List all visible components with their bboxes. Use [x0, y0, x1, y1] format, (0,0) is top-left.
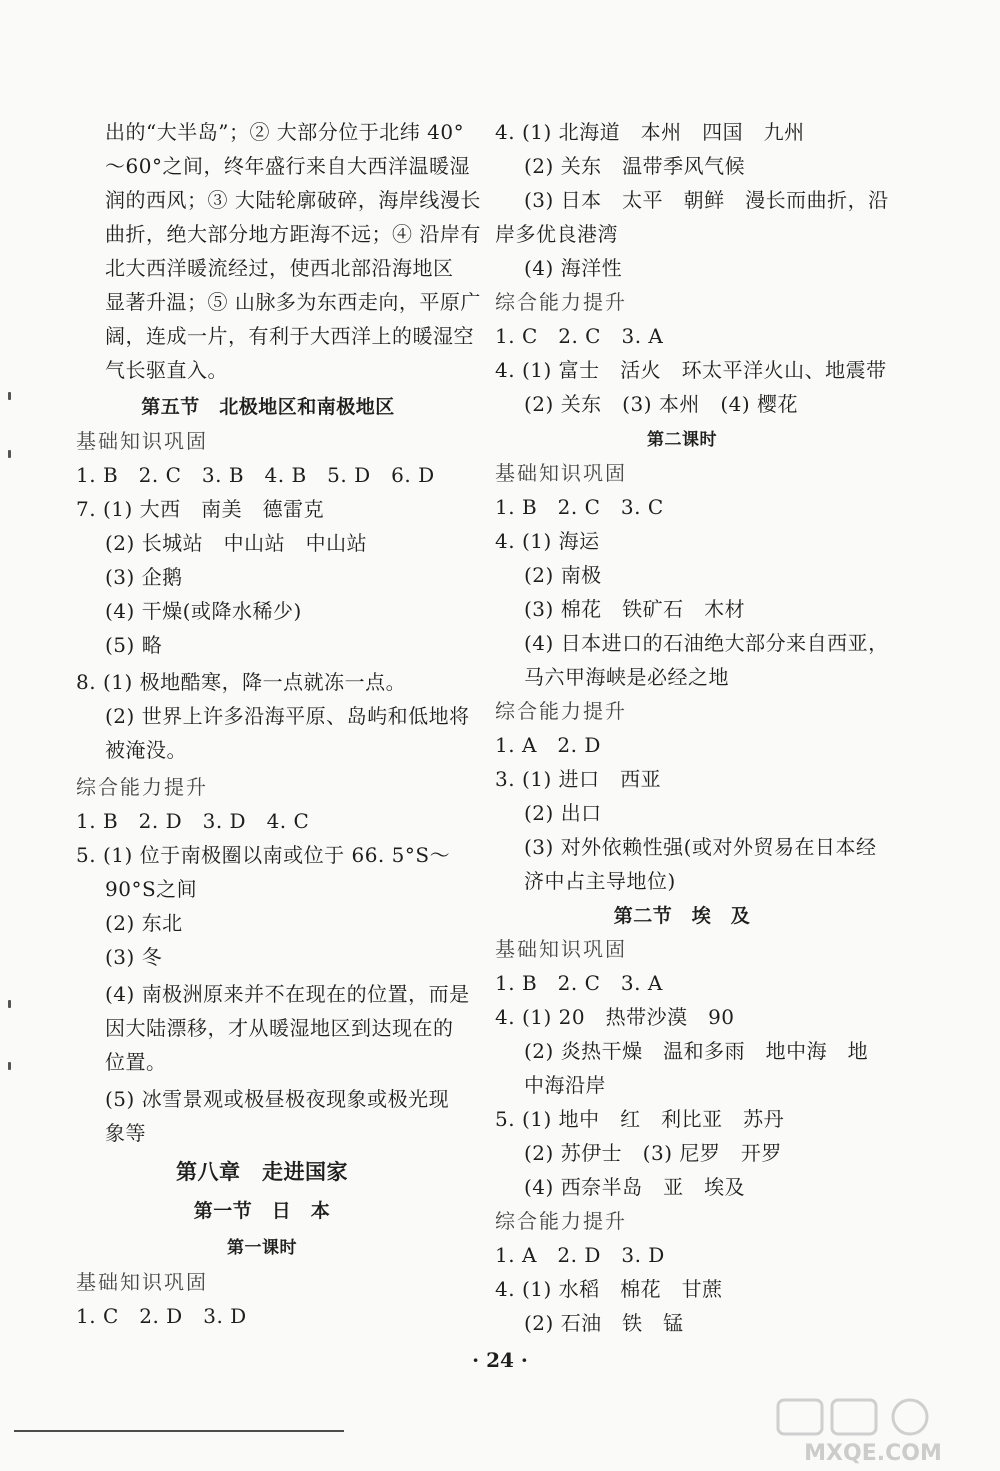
- answer-line: (2) 长城站 中山站 中山站: [105, 531, 368, 555]
- answer-line: (3) 对外依赖性强(或对外贸易在日本经: [524, 835, 877, 859]
- text-line: 出的“大半岛”；② 大部分位于北纬 40°: [105, 120, 465, 144]
- answer-line: 位置。: [105, 1050, 167, 1074]
- answer-line: (3) 日本 太平 朝鲜 漫长而曲折，沿: [524, 188, 889, 212]
- chapter-heading: 第八章 走进国家: [176, 1159, 348, 1184]
- section-heading: 第二节 埃 及: [613, 905, 751, 927]
- answer-line: 4. (1) 北海道 本州 四国 九州: [495, 120, 805, 144]
- answer-line: (2) 关东 温带季风气候: [524, 154, 746, 178]
- answer-line: 4. (1) 富士 活火 环太平洋火山、地震带: [495, 358, 887, 382]
- answer-line: 因大陆漂移，才从暖湿地区到达现在的: [105, 1016, 454, 1040]
- text-line: 阔，连成一片，有利于大西洋上的暖湿空: [105, 324, 474, 348]
- answer-line: 马六甲海峡是必经之地: [524, 665, 729, 689]
- answer-line: (4) 西奈半岛 亚 埃及: [524, 1175, 746, 1199]
- answer-line: (2) 南极: [524, 563, 602, 587]
- scan-mark: [8, 1000, 11, 1008]
- scan-mark: [8, 450, 11, 458]
- subsection-label: 基础知识巩固: [76, 429, 208, 453]
- footer-rule: [14, 1430, 344, 1432]
- text-line: 润的西风；③ 大陆轮廓破碎，海岸线漫长: [105, 188, 481, 212]
- answer-line: 1. B 2. D 3. D 4. C: [76, 809, 310, 833]
- subsection-label: 基础知识巩固: [76, 1270, 208, 1294]
- answer-line: (5) 冰雪景观或极昼极夜现象或极光现: [105, 1087, 450, 1111]
- answer-line: (2) 东北: [105, 911, 183, 935]
- answer-line: 1. C 2. C 3. A: [495, 324, 664, 348]
- answer-line: 3. (1) 进口 西亚: [495, 767, 662, 791]
- text-line: 曲折，绝大部分地方距海不远；④ 沿岸有: [105, 222, 481, 246]
- answer-line: (4) 日本进口的石油绝大部分来自西亚，: [524, 631, 889, 655]
- text-line: ～60°之间，终年盛行来自大西洋温暖湿: [105, 154, 470, 178]
- text-line: 气长驱直入。: [105, 358, 228, 382]
- lesson-heading: 第二课时: [647, 430, 717, 450]
- answer-line: 90°S之间: [105, 877, 198, 901]
- answer-line: 1. B 2. C 3. C: [495, 495, 664, 519]
- answer-line: 济中占主导地位): [524, 869, 676, 893]
- answer-line: 4. (1) 20 热带沙漠 90: [495, 1005, 735, 1029]
- answer-line: (4) 南极洲原来并不在现在的位置，而是: [105, 982, 470, 1006]
- subsection-label: 基础知识巩固: [495, 461, 627, 485]
- answer-line: (4) 干燥(或降水稀少): [105, 599, 302, 623]
- answer-line: (2) 世界上许多沿海平原、岛屿和低地将: [105, 704, 470, 728]
- answer-line: 1. C 2. D 3. D: [76, 1304, 247, 1328]
- subsection-label: 综合能力提升: [495, 1209, 627, 1233]
- answer-line: 5. (1) 位于南极圈以南或位于 66. 5°S～: [76, 843, 451, 867]
- section-heading: 第五节 北极地区和南极地区: [141, 396, 395, 418]
- answer-line: (3) 冬: [105, 945, 163, 969]
- answer-line: 1. B 2. C 3. B 4. B 5. D 6. D: [76, 463, 435, 487]
- subsection-label: 基础知识巩固: [495, 937, 627, 961]
- answer-line: 4. (1) 海运: [495, 529, 600, 553]
- subsection-label: 综合能力提升: [76, 775, 208, 799]
- answer-line: 5. (1) 地中 红 利比亚 苏丹: [495, 1107, 785, 1131]
- answer-line: (5) 略: [105, 633, 163, 657]
- section-heading: 第一节 日 本: [193, 1200, 331, 1222]
- answer-line: 岸多优良港湾: [495, 222, 618, 246]
- subsection-label: 综合能力提升: [495, 699, 627, 723]
- answer-line: 4. (1) 水稻 棉花 甘蔗: [495, 1277, 723, 1301]
- scan-mark: [8, 392, 11, 400]
- text-line: 显著升温；⑤ 山脉多为东西走向，平原广: [105, 290, 481, 314]
- answer-line: (4) 海洋性: [524, 256, 623, 280]
- answer-line: 被淹没。: [105, 738, 187, 762]
- answer-line: (2) 炎热干燥 温和多雨 地中海 地: [524, 1039, 869, 1063]
- answer-line: (3) 企鹅: [105, 565, 183, 589]
- answer-line: 1. B 2. C 3. A: [495, 971, 663, 995]
- scan-mark: [8, 1062, 11, 1070]
- answer-line: (2) 关东 (3) 本州 (4) 樱花: [524, 392, 799, 416]
- lesson-heading: 第一课时: [227, 1238, 297, 1258]
- watermark-text: MXQE.COM: [804, 1441, 942, 1466]
- page-number: · 24 ·: [472, 1348, 528, 1372]
- watermark-logo: [758, 1398, 988, 1466]
- answer-line: (2) 石油 铁 锰: [524, 1311, 684, 1335]
- answer-line: 象等: [105, 1121, 146, 1145]
- answer-line: 1. A 2. D 3. D: [495, 1243, 665, 1267]
- answer-line: (3) 棉花 铁矿石 木材: [524, 597, 746, 621]
- answer-line: 8. (1) 极地酷寒，降一点就冻一点。: [76, 670, 407, 694]
- subsection-label: 综合能力提升: [495, 290, 627, 314]
- answer-line: 1. A 2. D: [495, 733, 601, 757]
- answer-line: (2) 苏伊士 (3) 尼罗 开罗: [524, 1141, 782, 1165]
- answer-line: 中海沿岸: [524, 1073, 606, 1097]
- text-line: 北大西洋暖流经过，使西北部沿海地区: [105, 256, 454, 280]
- answer-line: 7. (1) 大西 南美 德雷克: [76, 497, 325, 521]
- answer-line: (2) 出口: [524, 801, 602, 825]
